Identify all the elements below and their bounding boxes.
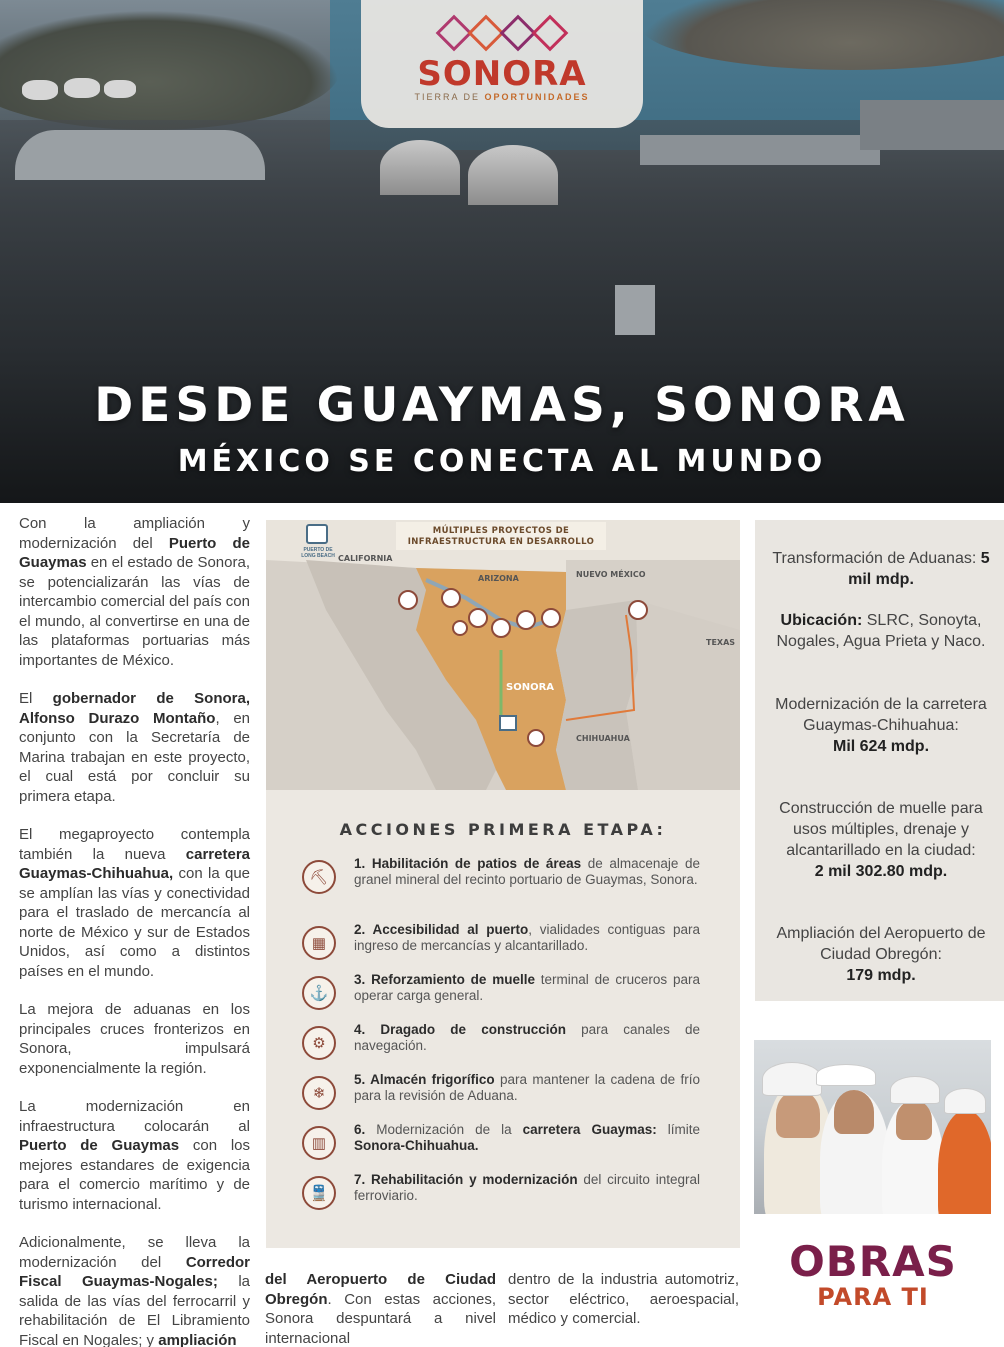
- label-nuevo-mexico: NUEVO MÉXICO: [576, 570, 646, 579]
- action-item: ⚙ 4. Dragado de construcción para canales de navegación.: [302, 1022, 702, 1062]
- storage-tank: [22, 80, 58, 100]
- project-marker: [453, 621, 467, 635]
- highway-icon: ▥: [302, 1126, 336, 1160]
- project-marker: [492, 619, 510, 637]
- project-marker: [542, 609, 560, 627]
- logo-tagline: TIERRA DE OPORTUNIDADES: [414, 92, 590, 102]
- paragraph: El gobernador de Sonora, Alfonso Durazo Montaño, en conjunto con la Secretaría de Marina trabajan en este proyecto, el cual está por concluir su primera etapa.: [19, 690, 250, 805]
- crane-icon: ⛏: [302, 860, 336, 894]
- tower-building: [615, 285, 655, 335]
- hard-hat: [762, 1062, 822, 1096]
- action-item: ▦ 2. Accesibilidad al puerto, vialidades contiguas para ingreso de mercancías y alcantarillado.: [302, 922, 702, 962]
- project-marker: [629, 601, 647, 619]
- road-icon: ▦: [302, 926, 336, 960]
- project-marker: [442, 589, 460, 607]
- officials-photo: [754, 1040, 991, 1214]
- investment-aeropuerto: Ampliación del Aeropuerto de Ciudad Obregón: 179 mdp.: [776, 925, 986, 984]
- map-heading: MÚLTIPLES PROYECTOS DE INFRAESTRUCTURA EN DESARROLLO: [396, 522, 606, 550]
- project-marker: [469, 609, 487, 627]
- hard-hat: [890, 1076, 940, 1104]
- logo-pattern-icon: [361, 14, 643, 52]
- dock-icon: ⚓: [302, 976, 336, 1010]
- person-face: [896, 1100, 932, 1140]
- obras-para-ti-badge: [778, 1237, 968, 1311]
- investment-aduanas: Transformación de Aduanas: 5 mil mdp.: [772, 550, 990, 588]
- storage-tank: [104, 80, 136, 98]
- hard-hat: [944, 1088, 986, 1114]
- paragraph: El megaproyecto contempla también la nueva carretera Guaymas-Chihuahua, con la que se amplían las vías y conectividad para el traslado de mercancía al norte de México y sur de Estados Unidos, así como a distintos países en el mundo.: [19, 826, 250, 980]
- project-marker: [399, 591, 417, 609]
- article-left-column: [19, 514, 250, 1347]
- pier-building: [860, 100, 1004, 150]
- actions-title: ACCIONES PRIMERA ETAPA:: [339, 820, 667, 839]
- silo-dome: [468, 145, 558, 205]
- hill-left: [0, 10, 340, 130]
- infrastructure-map: [266, 520, 740, 790]
- chihuahua-state: [556, 600, 638, 790]
- excavator-icon: ⚙: [302, 1026, 336, 1060]
- paragraph: Adicionalmente, se lleva la modernización del Corredor Fiscal Guaymas-Nogales; la salida de las vías del ferrocarril y rehabilitación de El Libramiento Fiscal en Nogales; y ampliación: [19, 1234, 251, 1347]
- action-item: ⛏ 1. Habilitación de patios de áreas de almacenaje de granel mineral del recinto portuario de Guaymas, Sonora.: [302, 856, 702, 896]
- pier-building: [640, 135, 880, 165]
- action-item: ▥ 6. Modernización de la carretera Guaymas: límite Sonora-Chihuahua.: [302, 1122, 702, 1162]
- port-marker: [500, 716, 516, 730]
- logo-wordmark: SONORA: [417, 54, 587, 94]
- label-texas: TEXAS: [706, 638, 736, 647]
- sonora-logo: [361, 0, 643, 128]
- label-chihuahua: CHIHUAHUA: [576, 734, 630, 743]
- action-item: ⚓ 3. Reforzamiento de muelle terminal de cruceros para operar carga general.: [302, 972, 702, 1012]
- warehouse-roof: [15, 130, 265, 180]
- silo-dome: [380, 140, 460, 195]
- officer-cap: [816, 1064, 876, 1086]
- actions-panel: [266, 790, 740, 1248]
- label-california: CALIFORNIA: [338, 554, 393, 563]
- storage-tank: [64, 78, 100, 98]
- article-bottom-column-1: del Aeropuerto de Ciudad Obregón. Con estas acciones, Sonora despuntará a nivel internacional: [265, 1271, 496, 1347]
- person-face: [776, 1090, 820, 1138]
- investment-ubicacion: Ubicación: SLRC, Sonoyta, Nogales, Agua Prieta y Naco.: [776, 612, 986, 650]
- investment-muelle: Construcción de muelle para usos múltiples, drenaje y alcantarillado en la ciudad: 2 mil 302.80 mdp.: [779, 800, 983, 880]
- badge-line-2: PARA TI: [817, 1283, 929, 1311]
- port-label: PUERTO DE LONG BEACH: [301, 547, 335, 559]
- anchor-icon: [306, 524, 328, 544]
- paragraph: La mejora de aduanas en los principales cruces fronterizos en Sonora, impulsará exponencialmente la región.: [19, 1001, 250, 1077]
- person: [938, 1110, 991, 1214]
- paragraph: Con la ampliación y modernización del Puerto de Guaymas en el estado de Sonora, se potencializarán las vías de intercambio comercial del país con el mundo, al convertirse en una de las plataformas portuarias más importantes de México.: [19, 515, 251, 669]
- action-item: ❄ 5. Almacén frigorífico para mantener la cadena de frío para la revisión de Aduana.: [302, 1072, 702, 1112]
- project-marker: [528, 730, 544, 746]
- warehouse-icon: ❄: [302, 1076, 336, 1110]
- investment-carretera: Modernización de la carretera Guaymas-Chihuahua: Mil 624 mdp.: [775, 696, 987, 755]
- paragraph: La modernización en infraestructura colocarán al Puerto de Guaymas con los mejores estandares de exigencia para el comercio marítimo y de turismo internacional.: [19, 1098, 250, 1213]
- label-sonora: SONORA: [506, 682, 555, 693]
- coahuila-area: [626, 600, 740, 790]
- hero-subtitle: MÉXICO SE CONECTA AL MUNDO: [177, 444, 827, 479]
- project-marker: [517, 611, 535, 629]
- investment-sidebar: [755, 520, 1004, 1001]
- person-face: [834, 1090, 874, 1134]
- train-icon: 🚆: [302, 1176, 336, 1210]
- action-item: 🚆 7. Rehabilitación y modernización del circuito integral ferroviario.: [302, 1172, 702, 1212]
- badge-line-1: OBRAS: [789, 1237, 957, 1286]
- hero-title: DESDE GUAYMAS, SONORA: [94, 378, 910, 433]
- article-bottom-column-2: dentro de la industria automotriz, sector eléctrico, aeroespacial, médico y comercial.: [508, 1271, 739, 1327]
- label-arizona: ARIZONA: [478, 574, 519, 583]
